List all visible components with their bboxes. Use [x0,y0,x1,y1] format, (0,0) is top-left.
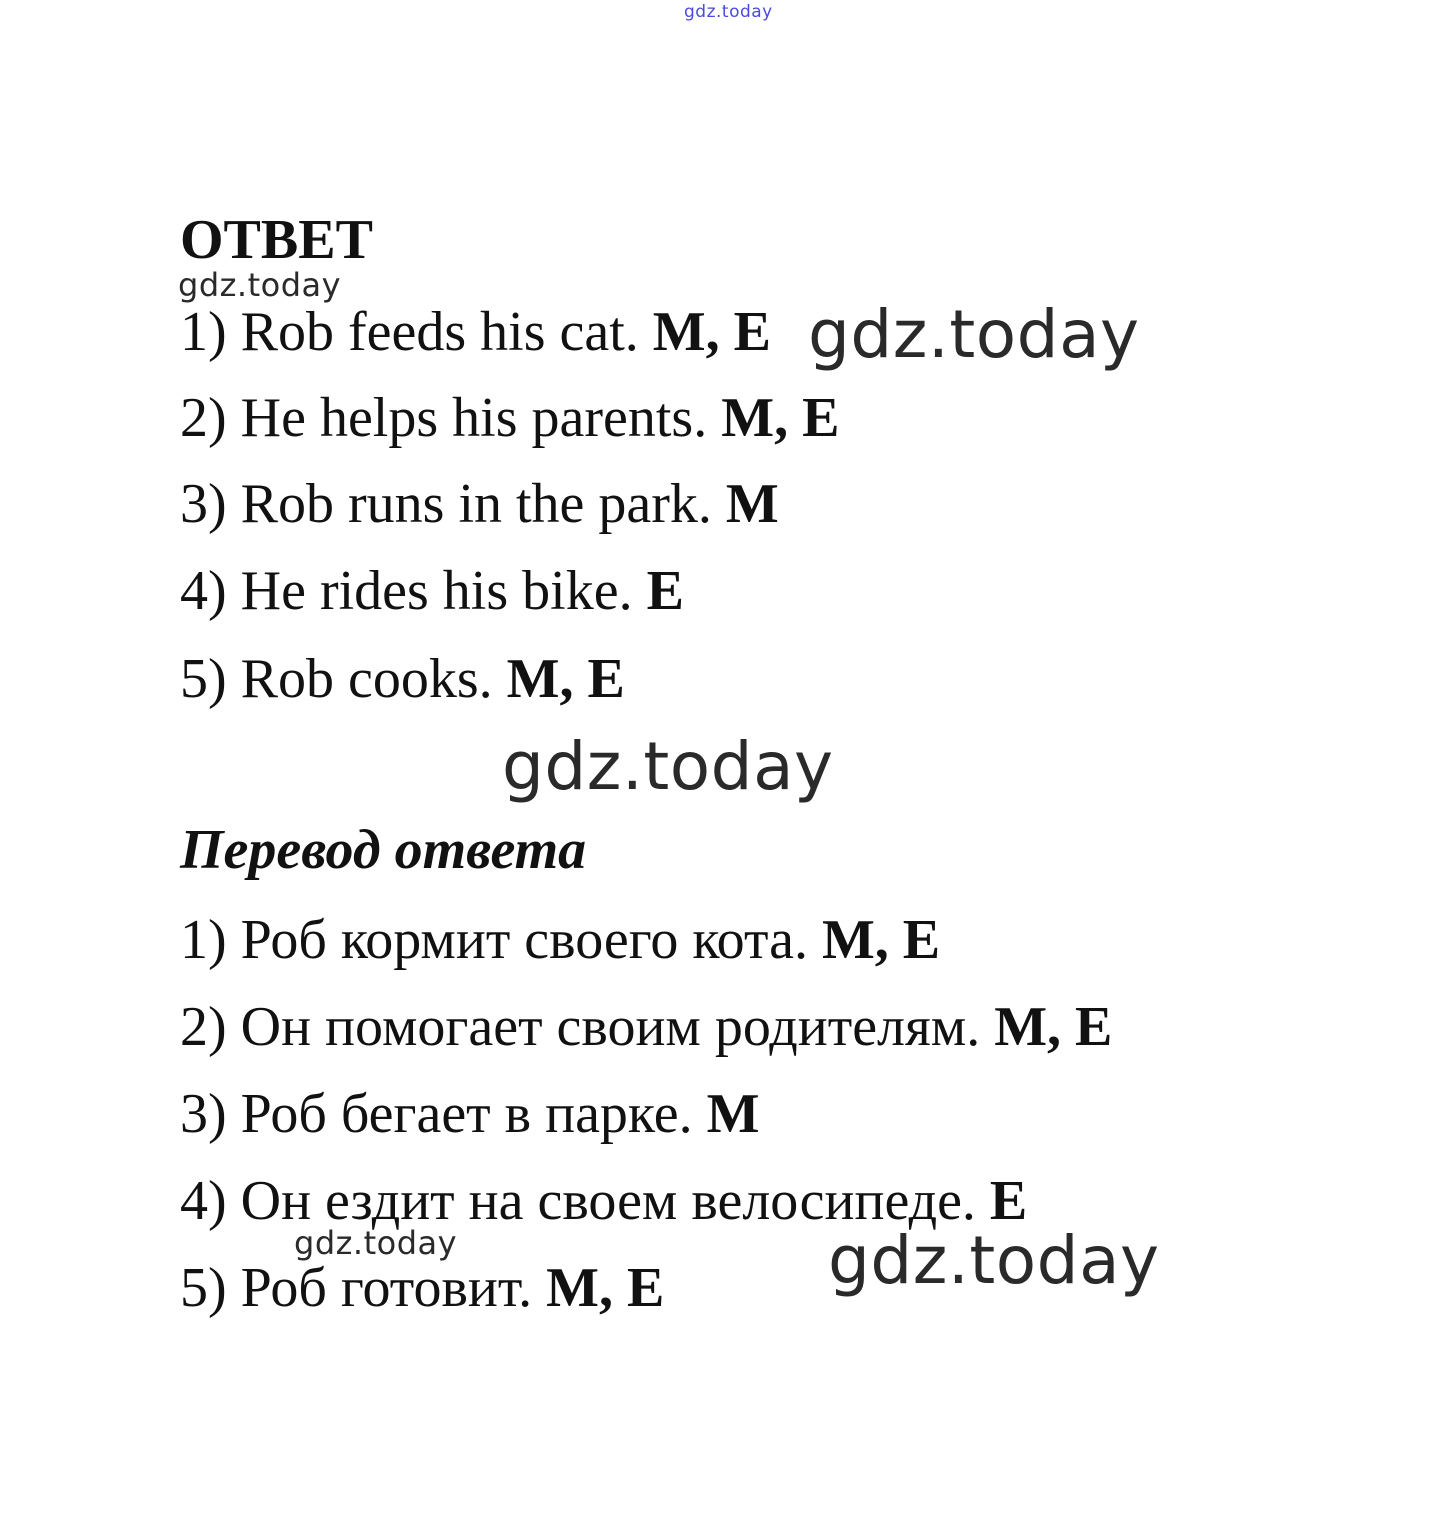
watermark-top: gdz.today [684,2,773,22]
translation-item-1 [180,909,941,971]
translation-item-2 [180,996,1113,1058]
translation-item-mark: E [989,1170,1028,1232]
translation-item-text: 5) Роб готовит. [180,1257,533,1319]
watermark-large-3: gdz.today [828,1222,1160,1299]
answer-item-text: 1) Rob feeds his cat. [180,301,639,363]
answer-item-mark: M, E [506,648,625,710]
translation-item-mark: M, E [994,996,1113,1058]
translation-item-text: 2) Он помогает своим родителям. [180,996,981,1058]
answer-item-text: 5) Rob cooks. [180,648,493,710]
watermark-large-2: gdz.today [502,728,834,805]
answer-item-4 [180,560,684,622]
watermark-small-1: gdz.today [178,266,342,304]
translation-item-3 [180,1083,760,1145]
watermark-large-1: gdz.today [808,296,1140,373]
translation-item-text: 1) Роб кормит своего кота. [180,909,808,971]
answer-item-text: 2) He helps his parents. [180,387,708,449]
answer-item-3 [180,473,779,535]
answer-item-5 [180,648,625,710]
answer-item-2 [180,387,840,449]
answer-item-text: 3) Rob runs in the park. [180,473,712,535]
answer-item-mark: M, E [721,387,840,449]
answer-item-mark: E [646,560,684,622]
translation-item-5 [180,1257,665,1319]
answer-item-mark: M, E [652,301,771,363]
translation-item-text: 3) Роб бегает в парке. [180,1083,693,1145]
translation-item-mark: M, E [821,909,941,971]
translation-heading: Перевод ответа [180,819,587,881]
translation-item-mark: M [706,1083,760,1145]
answer-heading: ОТВЕТ [180,209,373,271]
answer-item-mark: M [725,473,779,535]
watermark-small-2: gdz.today [294,1224,458,1262]
answer-item-1 [180,301,771,363]
answer-item-text: 4) He rides his bike. [180,560,633,622]
translation-item-mark: M, E [546,1257,665,1319]
translation-item-4 [180,1170,1028,1232]
translation-item-text: 4) Он ездит на своем велосипеде. [180,1170,976,1232]
